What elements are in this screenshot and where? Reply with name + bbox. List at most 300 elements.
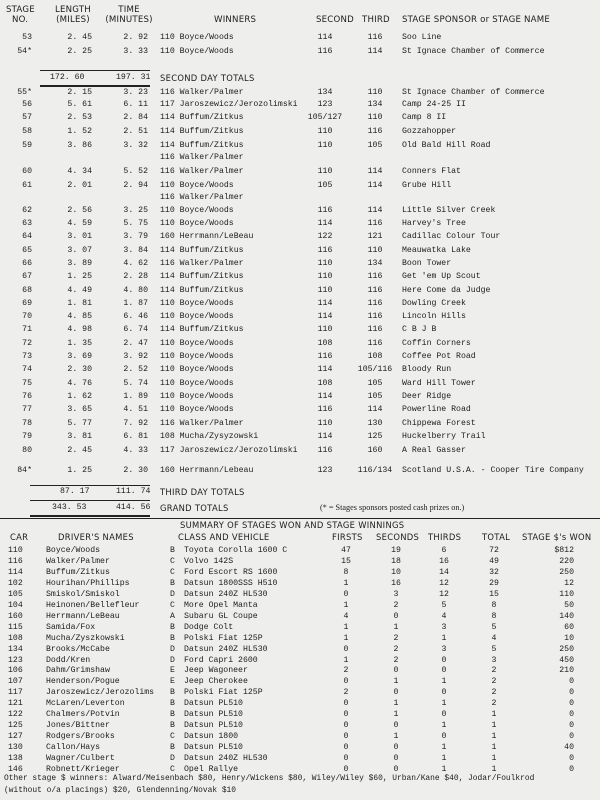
- header-time-label: TIME: [118, 5, 140, 15]
- stage-row: [0, 299, 600, 312]
- summary-car: 102: [8, 578, 23, 588]
- summary-seconds: 19: [391, 546, 401, 555]
- stage-length: 2. 45: [67, 446, 92, 455]
- stage-row: [0, 365, 600, 378]
- summary-total: 4: [491, 633, 497, 643]
- stage-winner: 110 Boyce/Woods: [160, 47, 234, 56]
- stage-no: 78: [22, 419, 32, 428]
- stage-no: 77: [22, 405, 32, 414]
- stage-winner: 110 Boyce/Woods: [160, 219, 234, 228]
- stage-sponsor: St Ignace Chamber of Commerce: [402, 47, 545, 56]
- stage-row: [0, 47, 600, 60]
- stage-second: 110: [317, 419, 333, 428]
- header-time-unit: (MINUTES): [105, 15, 153, 25]
- summary-header-class: CLASS AND VEHICLE: [178, 532, 270, 542]
- summary-total: 2: [491, 677, 497, 687]
- stage-sponsor: A Real Gasser: [402, 446, 466, 455]
- stage-row: [0, 446, 600, 459]
- summary-winnings: 140: [559, 611, 574, 621]
- stage-sponsor: Gozzahopper: [402, 127, 457, 136]
- summary-vehicle: Datsun 240Z HL530: [184, 589, 268, 599]
- summary-firsts: 0: [343, 754, 349, 764]
- stage-time: 3. 32: [123, 141, 148, 150]
- summary-car: 130: [8, 743, 23, 753]
- stage-second: 110: [317, 286, 333, 295]
- stage-second: 116: [317, 446, 333, 455]
- summary-class: C: [170, 567, 175, 577]
- stage-time: 3. 84: [123, 246, 148, 255]
- summary-class: E: [170, 666, 175, 676]
- stage-no: 57: [22, 113, 32, 122]
- summary-class: B: [170, 546, 175, 555]
- summary-thirds: 0: [441, 688, 447, 698]
- summary-firsts: 0: [343, 732, 349, 742]
- stage-sponsor: Cadillac Colour Tour: [402, 232, 501, 241]
- summary-vehicle: Ford Capri 2600: [184, 655, 258, 665]
- header-third: THIRD: [362, 15, 390, 25]
- summary-firsts: 2: [343, 666, 349, 676]
- stage-winner: 114 Buffum/Zitkus: [160, 141, 244, 150]
- stage-winner: 110 Boyce/Woods: [160, 379, 234, 388]
- summary-total: 49: [489, 556, 499, 566]
- summary-total: 1: [491, 754, 497, 764]
- stage-length: 4. 49: [67, 286, 92, 295]
- stage-no: 72: [22, 339, 32, 348]
- header-stage-label: STAGE: [6, 5, 35, 15]
- stage-time: 5. 74: [123, 379, 148, 388]
- stage-length: 5. 61: [67, 100, 92, 109]
- summary-vehicle: Datsun 240Z HL530: [184, 644, 268, 654]
- summary-seconds: 0: [393, 688, 399, 698]
- stage-third: 125: [367, 432, 383, 441]
- stage-time: 6. 74: [123, 325, 148, 334]
- summary-total: 1: [491, 710, 497, 720]
- stage-sponsor: Chippewa Forest: [402, 419, 476, 428]
- stage-winner: 110 Boyce/Woods: [160, 392, 234, 401]
- stage-no: 56: [22, 100, 32, 109]
- summary-winnings: 60: [564, 622, 574, 632]
- summary-vehicle: Polski Fiat 125P: [184, 688, 263, 698]
- stage-time: 4. 51: [123, 405, 148, 414]
- stage-winner: 116 Walker/Palmer: [160, 167, 244, 176]
- header-length-unit: (MILES): [56, 15, 90, 25]
- summary-header-seconds: SECONDS: [376, 532, 420, 542]
- summary-winnings: 50: [564, 600, 574, 610]
- summary-winnings: 0: [569, 699, 574, 709]
- stage-no: 65: [22, 246, 32, 255]
- stage-time: 7. 92: [123, 419, 148, 428]
- summary-thirds: 1: [441, 765, 447, 774]
- summary-winnings: $812: [554, 546, 574, 555]
- stage-winner: 116 Walker/Palmer: [160, 88, 244, 97]
- summary-firsts: 15: [341, 556, 351, 566]
- summary-vehicle: More Opel Manta: [184, 600, 258, 610]
- stage-no: 60: [22, 167, 32, 176]
- summary-vehicle: Jeep Wagoneer: [184, 666, 248, 676]
- stage-row: [0, 100, 600, 113]
- stage-row: [0, 141, 600, 154]
- sponsor-note: (* = Stages sponsors posted cash prizes on.): [320, 503, 465, 512]
- stage-sponsor: Get 'em Up Scout: [402, 272, 481, 281]
- stage-winner: 114 Buffum/Zitkus: [160, 286, 244, 295]
- stage-no: 55*: [17, 88, 32, 97]
- stage-sponsor: Scotland U.S.A. - Cooper Tire Company: [402, 466, 584, 475]
- summary-car: 107: [8, 677, 23, 687]
- summary-seconds: 0: [393, 666, 399, 676]
- stage-third: 160: [367, 446, 383, 455]
- stage-winner: 110 Boyce/Woods: [160, 206, 234, 215]
- stage-winner: 114 Buffum/Zitkus: [160, 272, 244, 281]
- stage-row: [0, 325, 600, 338]
- summary-firsts: 0: [343, 644, 349, 654]
- stage-length: 1. 25: [67, 272, 92, 281]
- summary-thirds: 0: [441, 655, 447, 665]
- summary-car: 160: [8, 611, 23, 621]
- day2-time: 197. 31: [116, 73, 151, 82]
- summary-thirds: 16: [439, 556, 449, 566]
- summary-drivers: Dodd/Kren: [46, 655, 91, 665]
- stage-length: 3. 07: [67, 246, 92, 255]
- stage-third: 116: [367, 312, 383, 321]
- stage-no: 70: [22, 312, 32, 321]
- stage-row: [0, 232, 600, 245]
- stage-length: 2. 45: [67, 33, 92, 42]
- summary-drivers: Rodgers/Brooks: [46, 732, 115, 742]
- summary-vehicle: Toyota Corolla 1600 C: [184, 546, 288, 555]
- summary-drivers: Jones/Bittner: [46, 721, 110, 731]
- stage-row: [0, 352, 600, 365]
- stage-length: 2. 01: [67, 181, 92, 190]
- summary-drivers: Smiskol/Smiskol: [46, 589, 120, 599]
- summary-seconds: 0: [393, 765, 399, 774]
- stage-winner: 110 Boyce/Woods: [160, 339, 234, 348]
- stage-no: 74: [22, 365, 32, 374]
- stage-third: 108: [367, 352, 383, 361]
- stage-third: 116: [367, 127, 383, 136]
- stage-second: 123: [317, 100, 333, 109]
- stage-time: 5. 75: [123, 219, 148, 228]
- rule-day3-top: [30, 485, 150, 486]
- summary-class: D: [170, 754, 175, 764]
- summary-winnings: 0: [569, 732, 574, 742]
- stage-winner: 110 Boyce/Woods: [160, 312, 234, 321]
- stage-length: 1. 25: [67, 466, 92, 475]
- stage-second: 116: [317, 246, 333, 255]
- summary-class: C: [170, 600, 175, 610]
- stage-second: 114: [317, 312, 333, 321]
- stage-length: 2. 25: [67, 47, 92, 56]
- stage-third: 114: [367, 405, 383, 414]
- stage-row: [0, 167, 600, 180]
- stage-third: 105: [367, 141, 383, 150]
- stage-no: 63: [22, 219, 32, 228]
- summary-seconds: 0: [393, 743, 399, 753]
- stage-second: 110: [317, 127, 333, 136]
- summary-car: 146: [8, 765, 23, 774]
- stage-third: 116: [367, 299, 383, 308]
- stage-second: 123: [317, 466, 333, 475]
- summary-seconds: 16: [391, 578, 401, 588]
- summary-vehicle: Subaru GL Coupe: [184, 611, 258, 621]
- stage-no: 64: [22, 232, 32, 241]
- summary-seconds: 1: [393, 677, 399, 687]
- summary-seconds: 2: [393, 655, 399, 665]
- stage-winner: 110 Boyce/Woods: [160, 299, 234, 308]
- stage-winner: 108 Mucha/Zysyzowski: [160, 432, 259, 441]
- summary-drivers: Heinonen/Bellefleur: [46, 600, 140, 610]
- rule-day3-bottom: [30, 500, 150, 501]
- summary-drivers: Brooks/McCabe: [46, 644, 110, 654]
- stage-length: 4. 59: [67, 219, 92, 228]
- stage-third: 110: [367, 246, 383, 255]
- stage-second: 110: [317, 259, 333, 268]
- summary-firsts: 0: [343, 721, 349, 731]
- summary-drivers: Boyce/Woods: [46, 546, 101, 555]
- summary-vehicle: Volvo 142S: [184, 556, 234, 566]
- stage-winner: 114 Buffum/Zitkus: [160, 325, 244, 334]
- stage-third: 116: [367, 219, 383, 228]
- stage-sponsor: Camp 8 II: [402, 113, 447, 122]
- summary-drivers: Henderson/Pogue: [46, 677, 120, 687]
- summary-drivers: Herrmann/LeBeau: [46, 611, 120, 621]
- summary-car: 104: [8, 600, 23, 610]
- stage-length: 4. 98: [67, 325, 92, 334]
- stage-third: 134: [367, 100, 383, 109]
- stage-length: 2. 30: [67, 365, 92, 374]
- stage-winner: 110 Boyce/Woods: [160, 405, 234, 414]
- summary-car: 122: [8, 710, 23, 720]
- stage-second: 108: [317, 339, 333, 348]
- stage-third: 116: [367, 272, 383, 281]
- summary-firsts: 1: [343, 622, 349, 632]
- header-winners: WINNERS: [214, 15, 257, 25]
- stage-third: 116: [367, 325, 383, 334]
- stage-no: 61: [22, 181, 32, 190]
- summary-car: 123: [8, 655, 23, 665]
- stage-second: 122: [317, 232, 333, 241]
- stage-winner: 160 Herrmann/LeBeau: [160, 232, 254, 241]
- summary-vehicle: Ford Escort RS 1600: [184, 567, 278, 577]
- summary-thirds: 1: [441, 633, 447, 643]
- rule-day2-top: [40, 70, 150, 71]
- summary-winnings: 0: [569, 754, 574, 764]
- stage-no: 71: [22, 325, 32, 334]
- stage-sponsor: Harvey's Tree: [402, 219, 466, 228]
- stage-sponsor: Camp 24-25 II: [402, 100, 466, 109]
- summary-car: 115: [8, 622, 23, 632]
- summary-total: 1: [491, 743, 497, 753]
- summary-total: 72: [489, 546, 499, 555]
- stage-winner: 114 Buffum/Zitkus: [160, 127, 244, 136]
- stage-time: 4. 62: [123, 259, 148, 268]
- stage-third: 116/134: [357, 466, 393, 475]
- summary-vehicle: Datsun 240Z HL530: [184, 754, 268, 764]
- stage-row: [0, 33, 600, 46]
- summary-firsts: 4: [343, 611, 349, 621]
- summary-seconds: 0: [393, 611, 399, 621]
- summary-class: C: [170, 732, 175, 742]
- stage-sponsor: Old Bald Hill Road: [402, 141, 491, 150]
- summary-class: B: [170, 699, 175, 709]
- day3-time: 111. 74: [116, 487, 151, 496]
- summary-seconds: 1: [393, 710, 399, 720]
- summary-total: 1: [491, 732, 497, 742]
- summary-header-total: TOTAL: [482, 532, 511, 542]
- stage-sponsor: Huckelberry Trail: [402, 432, 486, 441]
- stage-row: [0, 246, 600, 259]
- rule-grand-bottom: [30, 515, 150, 517]
- stage-sponsor: Grube Hill: [402, 181, 452, 190]
- stage-third: 116: [367, 339, 383, 348]
- stage-third: 105/116: [357, 365, 393, 374]
- summary-firsts: 0: [343, 589, 349, 599]
- summary-vehicle: Datsun PL510: [184, 743, 243, 753]
- stage-sponsor: Dowling Creek: [402, 299, 466, 308]
- stage-row: [0, 392, 600, 405]
- summary-drivers: Callon/Hays: [46, 743, 101, 753]
- summary-class: B: [170, 578, 175, 588]
- stage-row: [0, 259, 600, 272]
- stage-second: 114: [317, 299, 333, 308]
- summary-seconds: 2: [393, 644, 399, 654]
- stage-length: 3. 81: [67, 432, 92, 441]
- stage-no: 62: [22, 206, 32, 215]
- stage-sponsor: Coffin Corners: [402, 339, 471, 348]
- summary-thirds: 1: [441, 743, 447, 753]
- summary-header-drivers: DRIVER'S NAMES: [58, 532, 134, 542]
- stage-second: 108: [317, 379, 333, 388]
- stage-winner: 116 Walker/Palmer: [160, 259, 244, 268]
- summary-firsts: 1: [343, 578, 349, 588]
- stage-sponsor: Conners Flat: [402, 167, 461, 176]
- stage-time: 2. 30: [123, 466, 148, 475]
- stage-time: 2. 51: [123, 127, 148, 136]
- stage-length: 2. 15: [67, 88, 92, 97]
- stage-time: 1. 87: [123, 299, 148, 308]
- summary-class: C: [170, 765, 175, 774]
- summary-thirds: 0: [441, 732, 447, 742]
- stage-row: [0, 181, 600, 194]
- summary-firsts: 8: [343, 567, 349, 577]
- stage-no: 58: [22, 127, 32, 136]
- summary-total: 5: [491, 644, 497, 654]
- summary-car: 114: [8, 567, 23, 577]
- stage-third: 114: [367, 206, 383, 215]
- summary-car: 134: [8, 644, 23, 654]
- summary-winnings: 110: [559, 589, 574, 599]
- summary-winnings: 210: [559, 666, 574, 676]
- day2-length: 172. 60: [50, 73, 85, 82]
- summary-car: 117: [8, 688, 23, 698]
- stage-row: [0, 113, 600, 126]
- summary-class: B: [170, 743, 175, 753]
- summary-seconds: 18: [391, 556, 401, 566]
- summary-car: 138: [8, 754, 23, 764]
- summary-winnings: 0: [569, 688, 574, 698]
- summary-winnings: 12: [564, 578, 574, 588]
- stage-row: [0, 312, 600, 325]
- stage-row: [0, 286, 600, 299]
- summary-thirds: 4: [441, 611, 447, 621]
- summary-class: B: [170, 622, 175, 632]
- summary-header-thirds: THIRDS: [428, 532, 462, 542]
- stage-length: 3. 65: [67, 405, 92, 414]
- stage-no: 66: [22, 259, 32, 268]
- header-length: [46, 5, 100, 25]
- footer-line-2: (without o/a placings) $20, Glendenning/Novak $10: [4, 786, 237, 795]
- summary-vehicle: Datsun PL510: [184, 699, 243, 709]
- stage-time: 6. 46: [123, 312, 148, 321]
- stage-length: 3. 69: [67, 352, 92, 361]
- stage-second: 114: [317, 432, 333, 441]
- stage-no: 67: [22, 272, 32, 281]
- stage-time: 3. 79: [123, 232, 148, 241]
- stage-no: 59: [22, 141, 32, 150]
- summary-total: 5: [491, 622, 497, 632]
- stage-sponsor: Bloody Run: [402, 365, 452, 374]
- summary-drivers: Chalmers/Potvin: [46, 710, 120, 720]
- summary-firsts: 0: [343, 765, 349, 774]
- summary-firsts: 1: [343, 600, 349, 610]
- stage-time: 6. 11: [123, 100, 148, 109]
- rule-summary-top: [0, 518, 600, 519]
- summary-winnings: 450: [559, 655, 574, 665]
- summary-title: SUMMARY OF STAGES WON AND STAGE WINNINGS: [180, 520, 405, 530]
- stage-second: 116: [317, 405, 333, 414]
- stage-winner: 117 Jaroszewicz/Jerozolimski: [160, 100, 298, 109]
- stage-sponsor: Meauwatka Lake: [402, 246, 471, 255]
- header-sponsor: STAGE SPONSOR or STAGE NAME: [402, 15, 550, 25]
- stage-sponsor: Ward Hill Tower: [402, 379, 476, 388]
- stage-no: 54*: [17, 47, 32, 56]
- summary-drivers: Wagner/Culbert: [46, 754, 115, 764]
- summary-car: 121: [8, 699, 23, 709]
- summary-thirds: 12: [439, 578, 449, 588]
- extra-winner-61: 116 Walker/Palmer: [160, 193, 244, 202]
- stage-row: [0, 419, 600, 432]
- stage-no: 68: [22, 286, 32, 295]
- stage-no: 84*: [17, 466, 32, 475]
- stage-time: 5. 52: [123, 167, 148, 176]
- stage-sponsor: Coffee Pot Road: [402, 352, 476, 361]
- stage-length: 1. 52: [67, 127, 92, 136]
- stage-sponsor: Lincoln Hills: [402, 312, 466, 321]
- summary-drivers: Walker/Palmer: [46, 556, 110, 566]
- stage-time: 3. 33: [123, 47, 148, 56]
- summary-drivers: Jaroszewicz/Jerozolims: [46, 688, 155, 698]
- summary-thirds: 5: [441, 600, 447, 610]
- summary-drivers: Dahm/Grimshaw: [46, 666, 110, 676]
- summary-seconds: 0: [393, 721, 399, 731]
- summary-header-car: CAR: [10, 532, 29, 542]
- stage-no: 79: [22, 432, 32, 441]
- stage-sponsor: Soo Line: [402, 33, 442, 42]
- stage-second: 116: [317, 206, 333, 215]
- summary-total: 1: [491, 721, 497, 731]
- summary-thirds: 1: [441, 721, 447, 731]
- summary-thirds: 14: [439, 567, 449, 577]
- stage-second: 134: [317, 88, 333, 97]
- summary-class: B: [170, 721, 175, 731]
- stage-length: 1. 62: [67, 392, 92, 401]
- stage-winner: 110 Boyce/Woods: [160, 365, 234, 374]
- header-time: [100, 5, 158, 25]
- summary-vehicle: Datsun 1800SSS H510: [184, 578, 278, 588]
- stage-row: [0, 88, 600, 101]
- summary-car: 125: [8, 721, 23, 731]
- stage-second: 105/127: [307, 113, 343, 122]
- summary-class: D: [170, 589, 175, 599]
